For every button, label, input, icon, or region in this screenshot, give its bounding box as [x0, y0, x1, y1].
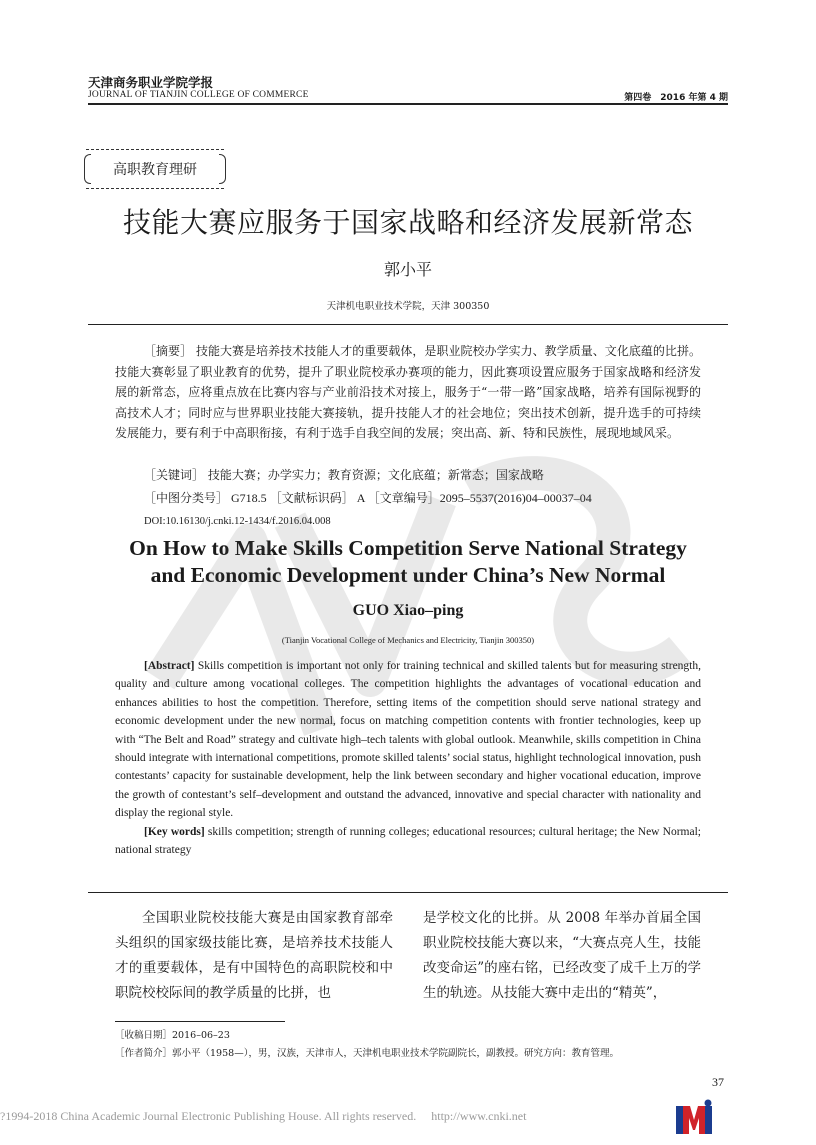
doc-code-value: A — [356, 491, 365, 505]
abstract-en — [115, 657, 701, 859]
keywords-en-text: skills competition; strength of running colleges; educational resources; cultural heritage; the New Normal; national strategy — [115, 825, 701, 857]
page-number: 37 — [712, 1075, 724, 1089]
article-title-en — [0, 535, 816, 589]
classification-line — [144, 489, 592, 506]
journal-title-cn: 天津商务职业学院学报 — [88, 75, 214, 90]
article-title-en-line2: and Economic Development under China’s New Normal — [150, 563, 666, 587]
body-column-left: 全国职业院校技能大赛是由国家教育部牵头组织的国家级技能比赛，是培养技术技能人才的重要载体，是有中国特色的高职院校和中职院校校际间的教学质量的比拼，也 — [115, 910, 393, 1001]
article-title-cn: 技能大赛应服务于国家战略和经济发展新常态 — [122, 206, 693, 239]
clc-value: G718.5 — [231, 491, 267, 505]
author-cn: 郭小平 — [383, 260, 432, 279]
cnki-logo — [674, 1098, 714, 1136]
author-bio-label: ［作者简介］ — [115, 1048, 173, 1059]
keywords-cn — [144, 466, 544, 483]
abstract-cn-text: 技能大赛是培养技术技能人才的重要载体，是职业院校办学实力、教学质量、文化底蕴的比拼。技能大赛彰显了职业教育的优势，提升了职业院校承办赛项的能力，因此赛项设置应服务于国家战略和经济发展的新常态，应将重点放在比赛内容与产业前沿技术对接上，服务于“一带一路”国家战略，培养有国际视野的高技术人才；同时应与世界职业技能大赛接轨，提升技能人才的社会地位；突出技术创新，提升选手的可持续发展能力，要有利于中高职衔接，有利于选手自我空间的发展；突出高、新、特和民族性，展现地域风采。 — [115, 344, 701, 440]
affiliation-cn: 天津机电职业技术学院，天津 300350 — [326, 301, 490, 312]
doi: DOI:10.16130/j.cnki.12-1434/f.2016.04.008 — [144, 516, 331, 527]
author-bio: 郭小平（1958—），男，汉族，天津市人，天津机电职业技术学院副院长，副教授。研究方向：教育管理。 — [172, 1048, 619, 1059]
article-no-value: 2095–5537(2016)04–00037–04 — [439, 491, 592, 505]
abstract-en-text: Skills competition is important not only for training technical and skilled talents but for measuring strength, quality and culture among vocational colleges. The competition highlights the advantages of vocational education and enhances abilities to host the competition. Therefore, setting items of the competition should serve national strategy and economic development under the new normal, focus on matching competition contents with frontier technologies, keep up with “The Belt and Road” strategy and cultivate high–tech talents with global outlook. Meanwhile, skills competition in China should integrate with international competitions, promote skilled talents’ social status, highlight technological innovation, push contestants’ capacity for sustainable development, help the link between secondary and higher vocational education, improve the growth of contestant’s self–development and outstand the advanced, innovative and special character with nationality and display the regional style. — [115, 660, 701, 820]
doc-code-label: ［文献标识码］ — [269, 491, 354, 505]
abstract-cn — [115, 341, 701, 444]
received-date: 2016–06–23 — [172, 1030, 230, 1041]
footnote-author — [115, 1045, 619, 1059]
keywords-cn-text: 技能大赛；办学实力；教育资源；文化底蕴；新常态；国家战略 — [207, 468, 544, 482]
footnote-rule — [115, 1021, 285, 1022]
article-no-label: ［文章编号］ — [367, 491, 440, 505]
abstract-cn-label: ［摘要］ — [144, 344, 193, 358]
footnote-received — [115, 1027, 230, 1041]
article-title-en-line1: On How to Make Skills Competition Serve National Strategy — [129, 536, 687, 560]
journal-title-en: JOURNAL OF TIANJIN COLLEGE OF COMMERCE — [88, 90, 309, 100]
abstract-en-paragraph — [115, 657, 701, 823]
section-label: 高职教育理研 — [113, 162, 197, 178]
abstract-top-rule — [88, 324, 728, 325]
keywords-en-paragraph — [115, 823, 701, 860]
body-column-right: 是学校文化的比拼。从 2008 年举办首届全国职业院校技能大赛以来，“大赛点亮人生，技能改变命运”的座右铭，已经改变了成千上万的学生的轨迹。从技能大赛中走出的“精英”， — [423, 910, 701, 1001]
copyright-notice: ?1994-2018 China Academic Journal Electronic Publishing House. All rights reserved. http://www.cnki.net — [0, 1109, 527, 1123]
affiliation-en: (Tianjin Vocational College of Mechanics and Electricity, Tianjin 300350) — [281, 635, 535, 645]
keywords-cn-label: ［关键词］ — [144, 468, 205, 482]
section-label-box — [86, 149, 224, 189]
abstract-en-label: [Abstract] — [144, 660, 195, 672]
clc-label: ［中图分类号］ — [144, 491, 229, 505]
received-label: ［收稿日期］ — [115, 1030, 173, 1041]
header-rule — [88, 103, 728, 105]
abstract-bottom-rule — [88, 892, 728, 893]
issue-info: 第四卷 2016 年第 4 期 — [624, 93, 728, 103]
keywords-en-label: [Key words] — [144, 825, 205, 838]
author-en: GUO Xiao–ping — [352, 602, 464, 619]
